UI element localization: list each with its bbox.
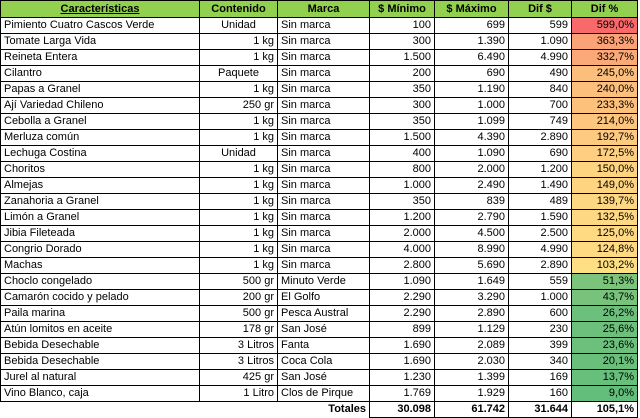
cell-maximo: 839 [435, 194, 509, 210]
cell-dif-pct: 9,0% [572, 386, 638, 402]
cell-contenido: 1 kg [200, 210, 278, 226]
cell-caracteristicas: Zanahoria a Granel [1, 194, 200, 210]
cell-minimo: 1.500 [370, 130, 435, 146]
table-row [1, 242, 638, 258]
cell-dif-pct: 192,7% [572, 130, 638, 146]
cell-maximo: 1.000 [435, 98, 509, 114]
totals-label: Totales [278, 402, 370, 418]
cell-maximo: 2.490 [435, 178, 509, 194]
table-row [1, 18, 638, 34]
cell-marca: Clos de Pirque [278, 386, 370, 402]
cell-dif-pct: 172,5% [572, 146, 638, 162]
cell-caracteristicas: Camarón cocido y pelado [1, 290, 200, 306]
cell-contenido: 1 kg [200, 178, 278, 194]
cell-marca: Sin marca [278, 130, 370, 146]
cell-maximo: 2.890 [435, 306, 509, 322]
cell-contenido: Unidad [200, 146, 278, 162]
table-row [1, 290, 638, 306]
cell-contenido: 250 gr [200, 98, 278, 114]
cell-marca: Sin marca [278, 66, 370, 82]
cell-maximo: 6.490 [435, 50, 509, 66]
cell-maximo: 1.129 [435, 322, 509, 338]
cell-dif: 4.990 [509, 242, 572, 258]
header-maximo: $ Máximo [435, 1, 509, 18]
cell-caracteristicas: Pimiento Cuatro Cascos Verde [1, 18, 200, 34]
cell-maximo: 2.030 [435, 354, 509, 370]
totals-max: 61.742 [435, 402, 509, 418]
cell-caracteristicas: Jurel al natural [1, 370, 200, 386]
cell-minimo: 1.500 [370, 50, 435, 66]
cell-dif-pct: 240,0% [572, 82, 638, 98]
cell-dif: 169 [509, 370, 572, 386]
cell-dif-pct: 214,0% [572, 114, 638, 130]
cell-maximo: 1.190 [435, 82, 509, 98]
cell-contenido: 425 gr [200, 370, 278, 386]
cell-minimo: 1.000 [370, 178, 435, 194]
cell-contenido: 1 kg [200, 34, 278, 50]
cell-dif: 599 [509, 18, 572, 34]
table-row [1, 114, 638, 130]
cell-dif: 2.890 [509, 130, 572, 146]
cell-maximo: 2.000 [435, 162, 509, 178]
cell-caracteristicas: Bebida Desechable [1, 338, 200, 354]
cell-minimo: 1.230 [370, 370, 435, 386]
table-row [1, 146, 638, 162]
cell-contenido: 500 gr [200, 306, 278, 322]
table-row [1, 338, 638, 354]
cell-dif-pct: 132,5% [572, 210, 638, 226]
table-row [1, 370, 638, 386]
cell-contenido: 3 Litros [200, 338, 278, 354]
table-row [1, 66, 638, 82]
cell-caracteristicas: Papas a Granel [1, 82, 200, 98]
table-row [1, 226, 638, 242]
cell-dif: 230 [509, 322, 572, 338]
totals-row [1, 402, 638, 418]
cell-marca: Sin marca [278, 194, 370, 210]
header-caracteristicas: Características [1, 1, 200, 18]
cell-caracteristicas: Ají Variedad Chileno [1, 98, 200, 114]
cell-maximo: 5.690 [435, 258, 509, 274]
cell-dif-pct: 125,0% [572, 226, 638, 242]
table-row [1, 258, 638, 274]
cell-dif-pct: 26,2% [572, 306, 638, 322]
cell-caracteristicas: Atún lomitos en aceite [1, 322, 200, 338]
cell-minimo: 2.290 [370, 306, 435, 322]
cell-dif-pct: 150,0% [572, 162, 638, 178]
totals-min: 30.098 [370, 402, 435, 418]
table-body [1, 18, 638, 402]
cell-maximo: 1.929 [435, 386, 509, 402]
cell-maximo: 2.790 [435, 210, 509, 226]
header-marca: Marca [278, 1, 370, 18]
cell-dif: 749 [509, 114, 572, 130]
cell-minimo: 350 [370, 114, 435, 130]
cell-marca: Sin marca [278, 82, 370, 98]
table-row [1, 162, 638, 178]
cell-caracteristicas: Almejas [1, 178, 200, 194]
cell-dif-pct: 599,0% [572, 18, 638, 34]
cell-caracteristicas: Congrio Dorado [1, 242, 200, 258]
cell-minimo: 800 [370, 162, 435, 178]
header-dif: Dif $ [509, 1, 572, 18]
cell-marca: Sin marca [278, 18, 370, 34]
cell-dif: 690 [509, 146, 572, 162]
cell-contenido: 1 kg [200, 242, 278, 258]
cell-contenido: Paquete [200, 66, 278, 82]
table-row [1, 306, 638, 322]
cell-marca: San José [278, 370, 370, 386]
cell-dif: 1.590 [509, 210, 572, 226]
cell-dif-pct: 139,7% [572, 194, 638, 210]
cell-caracteristicas: Vino Blanco, caja [1, 386, 200, 402]
header-row [1, 1, 638, 18]
cell-maximo: 1.090 [435, 146, 509, 162]
cell-maximo: 2.089 [435, 338, 509, 354]
cell-minimo: 100 [370, 18, 435, 34]
cell-dif-pct: 149,0% [572, 178, 638, 194]
cell-minimo: 350 [370, 82, 435, 98]
cell-contenido: 3 Litros [200, 354, 278, 370]
cell-marca: Sin marca [278, 178, 370, 194]
cell-caracteristicas: Machas [1, 258, 200, 274]
cell-dif: 700 [509, 98, 572, 114]
table-row [1, 274, 638, 290]
cell-marca: Minuto Verde [278, 274, 370, 290]
cell-contenido: 1 kg [200, 114, 278, 130]
cell-marca: El Golfo [278, 290, 370, 306]
cell-caracteristicas: Cilantro [1, 66, 200, 82]
cell-maximo: 4.500 [435, 226, 509, 242]
cell-contenido: 1 kg [200, 82, 278, 98]
table-row [1, 386, 638, 402]
cell-contenido: 178 gr [200, 322, 278, 338]
cell-minimo: 1.690 [370, 354, 435, 370]
cell-dif-pct: 124,8% [572, 242, 638, 258]
cell-contenido: Unidad [200, 18, 278, 34]
cell-dif-pct: 23,6% [572, 338, 638, 354]
table-row [1, 194, 638, 210]
cell-contenido: 1 kg [200, 226, 278, 242]
cell-marca: Sin marca [278, 50, 370, 66]
cell-minimo: 2.000 [370, 226, 435, 242]
cell-contenido: 1 kg [200, 162, 278, 178]
cell-dif: 1.200 [509, 162, 572, 178]
cell-contenido: 1 kg [200, 50, 278, 66]
cell-marca: Pesca Austral [278, 306, 370, 322]
cell-caracteristicas: Lechuga Costina [1, 146, 200, 162]
cell-dif-pct: 13,7% [572, 370, 638, 386]
cell-maximo: 1.649 [435, 274, 509, 290]
cell-dif-pct: 20,1% [572, 354, 638, 370]
cell-marca: Sin marca [278, 146, 370, 162]
table-row [1, 82, 638, 98]
cell-contenido: 500 gr [200, 274, 278, 290]
cell-minimo: 2.290 [370, 290, 435, 306]
cell-contenido: 1 kg [200, 130, 278, 146]
cell-dif-pct: 233,3% [572, 98, 638, 114]
cell-maximo: 1.390 [435, 34, 509, 50]
cell-maximo: 3.290 [435, 290, 509, 306]
cell-minimo: 400 [370, 146, 435, 162]
cell-dif-pct: 25,6% [572, 322, 638, 338]
cell-contenido: 1 Litro [200, 386, 278, 402]
cell-dif-pct: 363,3% [572, 34, 638, 50]
cell-dif: 160 [509, 386, 572, 402]
cell-dif: 489 [509, 194, 572, 210]
cell-minimo: 350 [370, 194, 435, 210]
cell-dif: 1.000 [509, 290, 572, 306]
table-row [1, 98, 638, 114]
cell-dif: 399 [509, 338, 572, 354]
cell-dif: 1.490 [509, 178, 572, 194]
cell-maximo: 699 [435, 18, 509, 34]
cell-minimo: 1.090 [370, 274, 435, 290]
cell-dif: 4.990 [509, 50, 572, 66]
cell-maximo: 4.390 [435, 130, 509, 146]
cell-dif: 559 [509, 274, 572, 290]
header-contenido: Contenido [200, 1, 278, 18]
cell-dif: 340 [509, 354, 572, 370]
cell-marca: Sin marca [278, 258, 370, 274]
cell-marca: Sin marca [278, 114, 370, 130]
cell-minimo: 300 [370, 34, 435, 50]
table-row [1, 354, 638, 370]
cell-marca: Sin marca [278, 98, 370, 114]
cell-caracteristicas: Choclo congelado [1, 274, 200, 290]
header-minimo: $ Mínimo [370, 1, 435, 18]
cell-dif: 1.090 [509, 34, 572, 50]
cell-dif: 600 [509, 306, 572, 322]
cell-minimo: 200 [370, 66, 435, 82]
cell-caracteristicas: Reineta Entera [1, 50, 200, 66]
cell-marca: Sin marca [278, 226, 370, 242]
cell-caracteristicas: Jibia Fileteada [1, 226, 200, 242]
totals-dif: 31.644 [509, 402, 572, 418]
cell-caracteristicas: Paila marina [1, 306, 200, 322]
cell-maximo: 1.099 [435, 114, 509, 130]
cell-contenido: 200 gr [200, 290, 278, 306]
cell-caracteristicas: Cebolla a Granel [1, 114, 200, 130]
cell-minimo: 1.690 [370, 338, 435, 354]
cell-minimo: 1.769 [370, 386, 435, 402]
cell-caracteristicas: Tomate Larga Vida [1, 34, 200, 50]
cell-marca: Coca Cola [278, 354, 370, 370]
cell-dif: 840 [509, 82, 572, 98]
cell-contenido: 1 kg [200, 194, 278, 210]
cell-marca: Sin marca [278, 242, 370, 258]
cell-marca: Sin marca [278, 34, 370, 50]
totals-pct: 105,1% [572, 402, 638, 418]
totals-spacer [1, 402, 200, 418]
table-row [1, 178, 638, 194]
cell-maximo: 8.990 [435, 242, 509, 258]
cell-dif-pct: 332,7% [572, 50, 638, 66]
cell-minimo: 1.200 [370, 210, 435, 226]
cell-maximo: 1.399 [435, 370, 509, 386]
cell-minimo: 899 [370, 322, 435, 338]
header-dif-pct: Dif % [572, 1, 638, 18]
table-row [1, 130, 638, 146]
cell-minimo: 300 [370, 98, 435, 114]
cell-dif-pct: 43,7% [572, 290, 638, 306]
cell-marca: San José [278, 322, 370, 338]
cell-dif-pct: 51,3% [572, 274, 638, 290]
cell-dif: 2.500 [509, 226, 572, 242]
table-row [1, 322, 638, 338]
cell-marca: Fanta [278, 338, 370, 354]
cell-dif-pct: 103,2% [572, 258, 638, 274]
table-row [1, 50, 638, 66]
cell-marca: Sin marca [278, 162, 370, 178]
cell-caracteristicas: Bebida Desechable [1, 354, 200, 370]
cell-dif: 490 [509, 66, 572, 82]
cell-caracteristicas: Choritos [1, 162, 200, 178]
cell-dif: 2.890 [509, 258, 572, 274]
cell-caracteristicas: Merluza común [1, 130, 200, 146]
totals-spacer [200, 402, 278, 418]
cell-marca: Sin marca [278, 210, 370, 226]
cell-caracteristicas: Limón a Granel [1, 210, 200, 226]
table-row [1, 34, 638, 50]
cell-minimo: 2.800 [370, 258, 435, 274]
table-row [1, 210, 638, 226]
cell-maximo: 690 [435, 66, 509, 82]
cell-contenido: 1 kg [200, 258, 278, 274]
cell-minimo: 4.000 [370, 242, 435, 258]
cell-dif-pct: 245,0% [572, 66, 638, 82]
